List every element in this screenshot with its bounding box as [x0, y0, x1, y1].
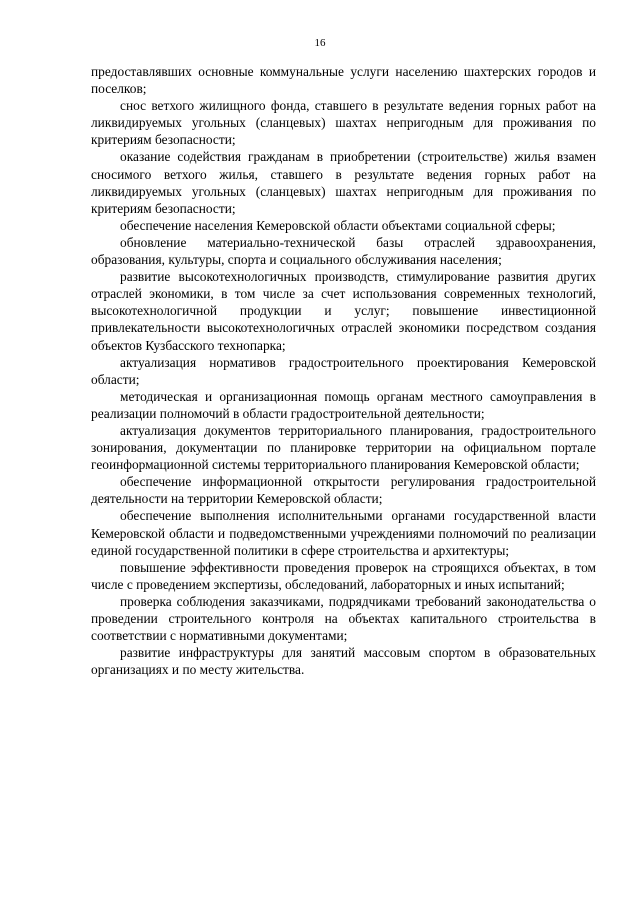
paragraph-methodological-assistance: методическая и организационная помощь органам местного самоуправления в реализации полномочий в области градостроительной деятельности;	[91, 388, 596, 421]
page-number: 16	[314, 37, 326, 49]
paragraph-social-facilities: обеспечение населения Кемеровской области объектами социальной сферы;	[120, 217, 556, 233]
paragraph-continuation: предоставлявших основные коммунальные услуги населению шахтерских городов и поселков;	[91, 64, 596, 97]
paragraph-inspection-efficiency: повышение эффективности проведения проверок на строящихся объектах, в том числе с проведением экспертизы, обследований, лабораторных и иных испытаний;	[91, 559, 596, 592]
paragraph-compliance-check: проверка соблюдения заказчиками, подрядчиками требований законодательства о проведении строительного контроля на объектах капитального строительства в соответствии с нормативными документами;	[91, 593, 596, 644]
paragraph-territorial-planning-docs: актуализация документов территориального планирования, градостроительного зонирования, документации по планировке территории на официальном портале геоинформационной системы территориального планирования Кемеровской области;	[91, 422, 596, 473]
paragraph-housing-assistance: оказание содействия гражданам в приобретении (строительстве) жилья взамен сносимого ветхого жилья, ставшего в результате ведения горных работ на ликвидируемых угольных (сланцевых) шахтах непригодным для проживания по критериям безопасности;	[91, 149, 596, 216]
document-body	[91, 63, 596, 678]
paragraph-high-tech-development: развитие высокотехнологичных производств, стимулирование развития других отраслей экономики, в том числе за счет использования современных технологий, высокотехнологичной продукции и услуг; повышение инвестиционной привлекательности высокотехнологичных отраслей экономики посредством создания объектов Кузбасского технопарка;	[91, 269, 596, 353]
paragraph-executive-authorities: обеспечение выполнения исполнительными органами государственной власти Кемеровской области и подведомственными учреждениями полномочий по реализации единой государственной политики в сфере строительства и архитектуры;	[91, 508, 596, 558]
paragraph-sports-infrastructure: развитие инфраструктуры для занятий массовым спортом в образовательных организациях и по месту жительства.	[91, 645, 596, 678]
paragraph-demolition-old-housing: снос ветхого жилищного фонда, ставшего в результате ведения горных работ на ликвидируемых угольных (сланцевых) шахтах непригодным для проживания по критериям безопасности;	[91, 98, 596, 148]
paragraph-information-openness: обеспечение информационной открытости регулирования градостроительной деятельности на территории Кемеровской области;	[91, 474, 596, 507]
paragraph-material-base-update: обновление материально-технической базы отраслей здравоохранения, образования, культуры, спорта и социального обслуживания населения;	[91, 234, 596, 268]
paragraph-urban-planning-standards: актуализация нормативов градостроительного проектирования Кемеровской области;	[91, 354, 596, 387]
